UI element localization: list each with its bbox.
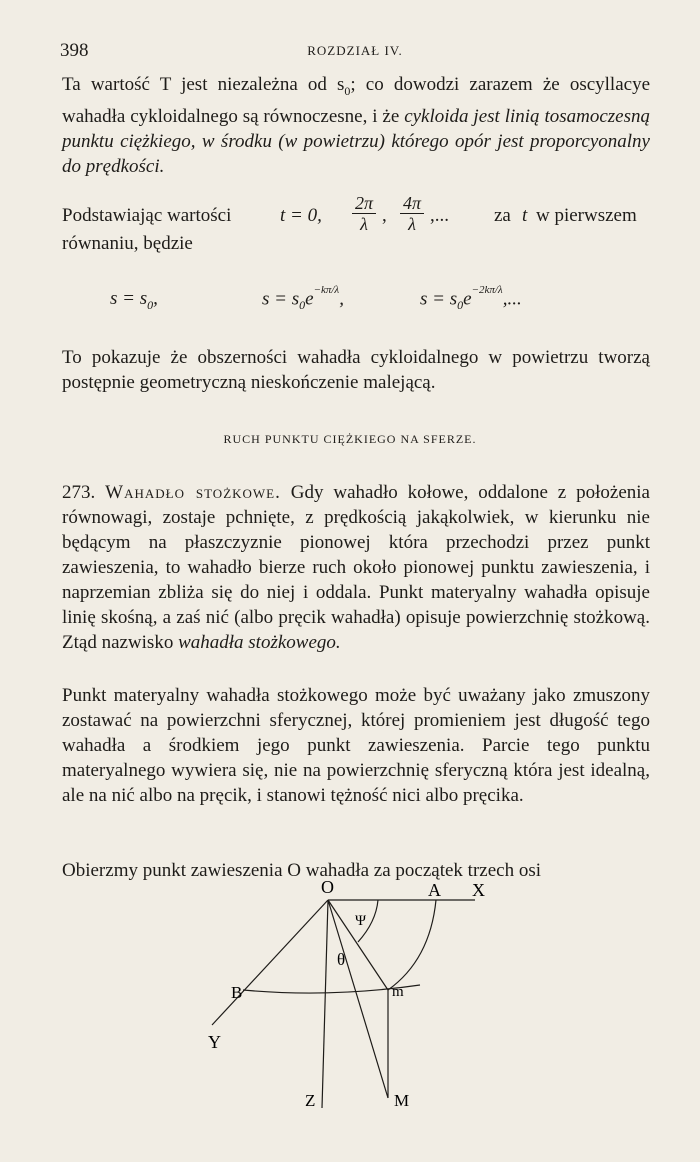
p6-text: Obierzmy punkt zawieszenia O wahadła za początek trzech osi (62, 860, 541, 881)
label-B: B (231, 983, 243, 1002)
label-M: M (394, 1091, 410, 1110)
p5-text: Punkt materyalny wahadła stożkowego może być uważany jako zmuszony zostawać na powierzchni sferycznej, której promieniem jest długość tego wahadła a środkiem jego punkt zawieszenia. Parcie tego punktu materyalnego wywiera się, nie na powierzchnię sferyczną która jest idealną, ale na nić albo na pręcik, i stanowi tężność nici albo pręcika. (62, 685, 650, 806)
label-Z: Z (305, 1091, 316, 1110)
formula-3-sub: 0 (457, 298, 464, 313)
formula-1-text: s = s (110, 288, 148, 309)
fraction-2-denominator: λ (408, 214, 416, 234)
p2-tail-a: za (494, 205, 511, 226)
label-m: m (392, 984, 404, 1000)
formula-s-zero: $s = s_0$, (110, 288, 158, 312)
sphere-arc (388, 900, 436, 990)
formula-1-sub: 0 (147, 297, 154, 312)
paragraph-substitution: Podstawiając wartości t = 0, $\frac{2\pi}{\lambda}$ , $\frac{4\pi}{\lambda}$ ,... za t w pierwszem równaniu, będzie (62, 193, 650, 253)
label-Y: Y (208, 1032, 221, 1052)
p1-subscript: 0 (344, 83, 351, 98)
formula-s-first: $s = s_0e^{-k\pi/\lambda}$, (262, 284, 344, 313)
label-X: X (472, 880, 485, 900)
label-psi: Ψ (355, 913, 367, 929)
article-number: 273. (62, 482, 96, 503)
formula-2-exponent: −kπ/λ (313, 284, 340, 296)
formula-3-exponent: −2kπ/λ (471, 284, 503, 296)
fraction-1-numerator: 2π (352, 193, 376, 214)
formula-3-text: s = s (420, 288, 458, 310)
p2-tail-t: t (522, 205, 528, 226)
formula-2-e: e (305, 288, 314, 310)
p2-dots: ,... (430, 205, 449, 226)
section-title: RUCH PUNKTU CIĘŻKIEGO NA SFERZE. (223, 432, 477, 446)
p4-italic-term: wahadła stożkowego. (178, 632, 341, 653)
p3-text: To pokazuje że obszerności wahadła cykloidalnego w powietrzu tworzą postępnie geometryczną nieskończenie malejącą. (62, 347, 650, 393)
label-O: O (321, 877, 334, 897)
formula-2-sub: 0 (299, 298, 306, 313)
p2-tail-b: w pierwszem (536, 205, 637, 226)
page-number: 398 (60, 40, 89, 61)
p2-lead: Podstawiając wartości (62, 205, 232, 226)
p2-t-equals: t = 0, (280, 205, 322, 226)
formula-2-text: s = s (262, 288, 300, 310)
formula-3-tail: ,... (502, 288, 522, 310)
p2-line2: równaniu, będzie (62, 233, 193, 254)
axis-y-line (212, 900, 328, 1025)
axis-z-line (322, 900, 328, 1108)
label-A: A (428, 880, 441, 900)
fraction-1-denominator: λ (360, 214, 368, 234)
fraction-2-numerator: 4π (400, 193, 424, 214)
p4-text: Gdy wahadło kołowe, oddalone z położenia równowagi, zostaje pchnięte, z prędkością jakąkolwiek, w kierunku nie będącym na płaszczyznie pionowej która przechodzi przez punkt zawieszenia, to wahadło bierze ruch około pionowej punktu zawieszenia, i naprzemian zbliża się do niej i oddala. Punkt materyalny wahadła opisuje linię skośną, a zaś nić (albo pręcik wahadła) opisuje powierzchnię stożkową. Ztąd nazwisko (62, 482, 650, 653)
p1-italic-conclusion: cykloida jest linią tosamoczesną punktu ciężkiego, w środku (w powietrzu) którego opór jest proporcyonalny do prędkości. (62, 105, 650, 177)
label-theta: θ (337, 950, 346, 969)
formula-3-e: e (463, 288, 472, 310)
article-title: Wahadło stożkowe. (105, 482, 281, 503)
running-title: ROZDZIAŁ IV. (307, 43, 403, 58)
pendulum-string-line (328, 900, 388, 1098)
p1-text-b: ; co dowodzi zarazem że oscyllacye wahadła cykloidalnego są równoczesne, i że (62, 74, 650, 127)
p1-text-a: Ta wartość T jest niezależna od s (62, 74, 345, 95)
